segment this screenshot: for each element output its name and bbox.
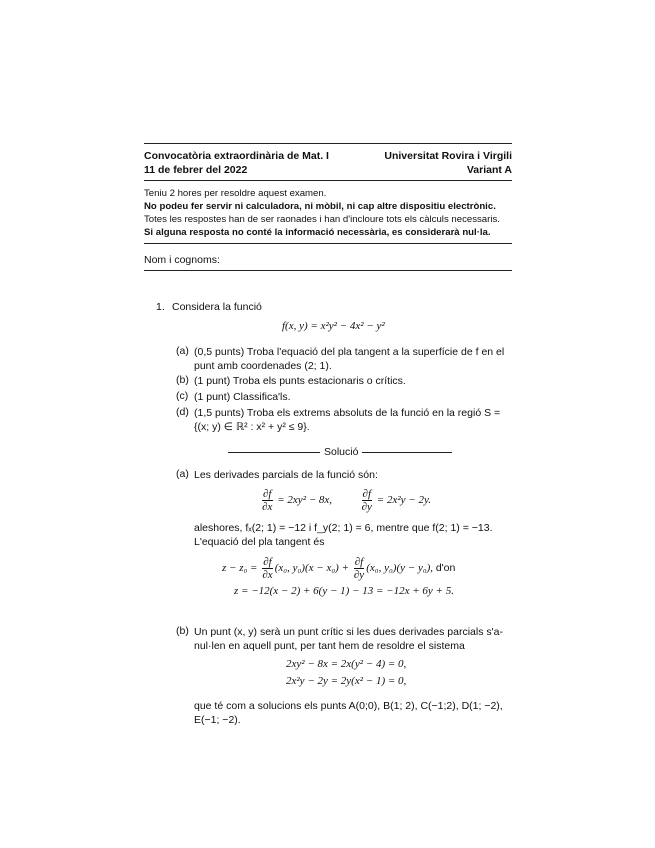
part-d-text: (1,5 punts) Troba els extrems absoluts de la funció en la regió S = {(x; y) ∈ ℝ² : x² + y² ≤ 9}. [194, 407, 501, 433]
name-rule [144, 270, 512, 271]
university-name: Universitat Rovira i Virgili [384, 150, 512, 162]
solution-a-label: (a) [176, 468, 189, 480]
instruction-devices: No podeu fer servir ni calculadora, ni mòbil, ni cap altre dispositiu electrònic. [144, 201, 496, 212]
instruction-time: Teniu 2 hores per resoldre aquest examen. [144, 188, 327, 199]
system-eq-2: 2x²y − 2y = 2y(x² − 1) = 0, [286, 675, 407, 687]
part-c-text: (1 punt) Classifica'ls. [194, 391, 291, 403]
top-rule [144, 143, 512, 144]
course-title: Convocatòria extraordinària de Mat. I [144, 150, 329, 162]
part-b-label: (b) [176, 374, 189, 386]
function-equation: f(x, y) = x²y² − 4x² − y² [282, 320, 385, 332]
part-b-text: (1 punt) Troba els punts estacionaris o crítics. [194, 375, 406, 387]
solution-rule-right [362, 452, 452, 453]
name-label: Nom i cognoms: [144, 254, 220, 266]
problem-intro: Considera la funció [172, 301, 262, 313]
solution-b-result: que té com a solucions els punts A(0;0), B(1; 2), C(−1;2), D(1; −2), E(−1; −2). [194, 700, 503, 726]
dfdy-fraction: $\frac{\partial f}{\partial y}$ [361, 488, 372, 513]
variant-label: Variant A [466, 164, 512, 176]
solution-a-plane-intro: L'equació del pla tangent és [194, 536, 325, 548]
dfdx-fraction: $\frac{\partial f}{\partial x}$ [262, 488, 273, 513]
solution-a-values: aleshores, fₓ(2; 1) = −12 i f_y(2; 1) = 6, mentre que f(2; 1) = −13. [194, 522, 493, 534]
solution-b-label: (b) [176, 625, 189, 637]
part-c-label: (c) [176, 390, 189, 402]
part-a-label: (a) [176, 345, 189, 357]
dfdx-rhs: = 2xy² − 8x, [277, 494, 333, 507]
solution-rule-left [228, 452, 320, 453]
exam-date: 11 de febrer del 2022 [144, 164, 248, 176]
dfdy-rhs: = 2x²y − 2y. [376, 494, 431, 507]
solution-a-intro: Les derivades parcials de la funció són: [194, 469, 378, 481]
tangent-plane-result: z = −12(x − 2) + 6(y − 1) − 13 = −12x + 6y + 5. [234, 585, 454, 597]
instructions-rule [144, 243, 512, 244]
partial-derivatives [260, 488, 431, 513]
tangent-plane-equation: z − z₀ = $\frac{\partial f}{\partial x}$ (x₀, y₀)(x − x₀) + $\frac{\partial f}{\partial y}$ (x₀, y₀)(y − y₀), d'on [222, 556, 456, 581]
header-rule [144, 180, 512, 181]
instruction-reasoning: Totes les respostes han de ser raonades i han d'incloure tots els càlculs necessaris. [144, 214, 500, 225]
part-a-text: (0,5 punts) Troba l'equació del pla tangent a la superfície de f en el punt amb coordenades (2; 1). [194, 346, 505, 372]
system-eq-1: 2xy² − 8x = 2x(y² − 4) = 0, [286, 658, 407, 670]
problem-number: 1. [156, 301, 165, 313]
solution-title: Solució [324, 446, 359, 458]
part-d-label: (d) [176, 406, 189, 418]
solution-b-intro: Un punt (x, y) serà un punt crític si les dues derivades parcials s'anul·len en aquell punt, per tant hem de resoldre el sistema [194, 626, 503, 652]
instruction-null: Si alguna resposta no conté la informació necessària, es considerarà nul·la. [144, 227, 491, 238]
